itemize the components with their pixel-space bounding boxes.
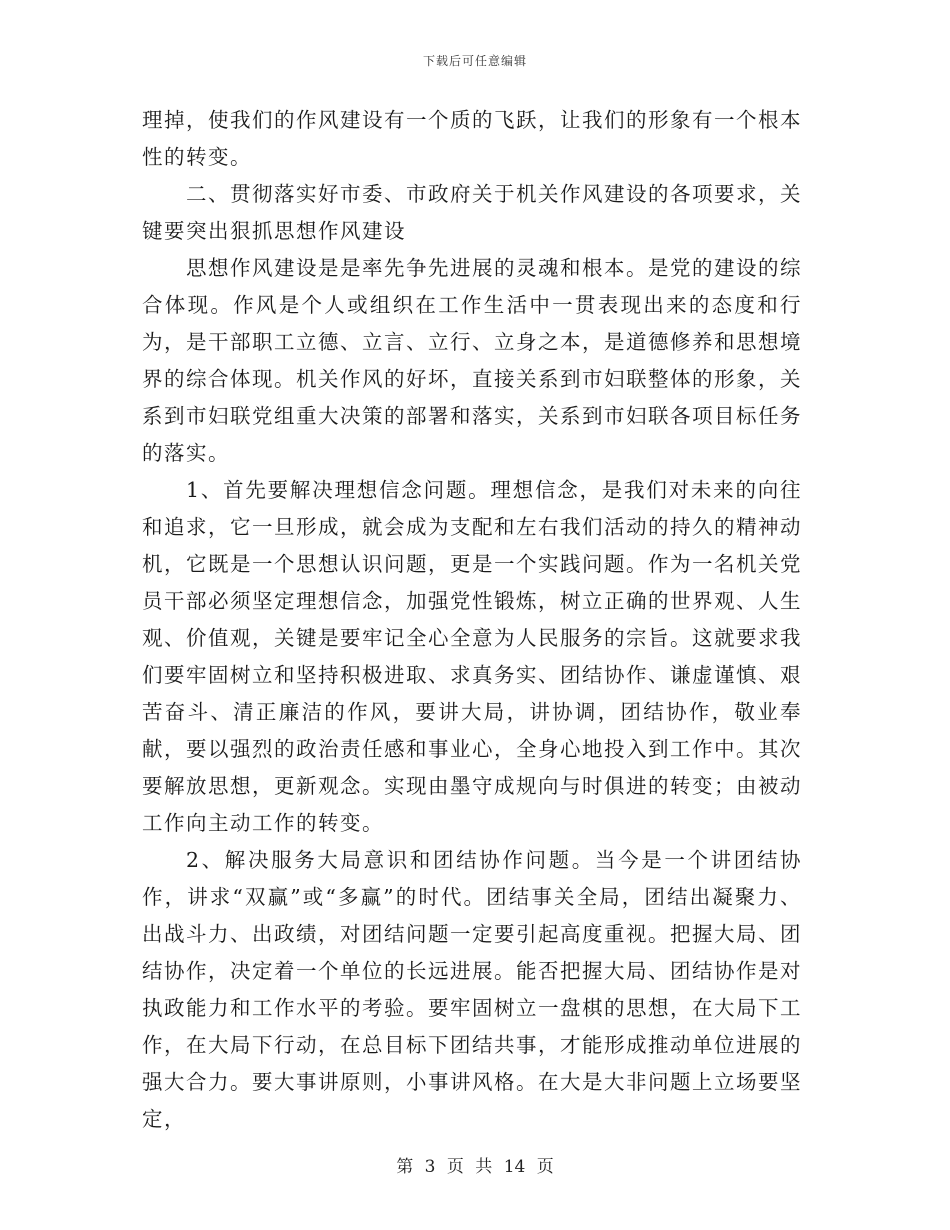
paragraph: 二、贯彻落实好市委、市政府关于机关作风建设的各项要求，关键要突出狠抓思想作风建设 bbox=[142, 182, 802, 243]
paragraph: 1、首先要解决理想信念问题。理想信念，是我们对未来的向往和追求，它一旦形成，就会成为支配和左右我们活动的持久的精神动机，它既是一个思想认识问题，更是一个实践问题。作为一名机关党员干部必须坚定理想信念，加强党性锻炼，树立正确的世界观、人生观、价值观，关键是要牢记全心全意为人民服务的宗旨。这就要求我们要牢固树立和坚持积极进取、求真务实、团结协作、谦虚谨慎、艰苦奋斗、清正廉洁的作风，要讲大局，讲协调，团结协作，敬业奉献，要以强烈的政治责任感和事业心，全身心地投入到工作中。其次要解放思想，更新观念。实现由墨守成规向与时俱进的转变；由被动工作向主动工作的转变。 bbox=[142, 478, 802, 835]
paragraph: 理掉，使我们的作风建设有一个质的飞跃，让我们的形象有一个根本性的转变。 bbox=[142, 108, 802, 169]
page-footer: 第 3 页 共 14 页 bbox=[396, 1157, 554, 1177]
page-header: 下载后可任意编辑 bbox=[422, 54, 527, 68]
paragraph: 2、解决服务大局意识和团结协作问题。当今是一个讲团结协作，讲求“双赢”或“多赢”的时代。团结事关全局，团结出凝聚力、出战斗力、出政绩，对团结问题一定要引起高度重视。把握大局、团结协作，决定着一个单位的长远进展。能否把握大局、团结协作是对执政能力和工作水平的考验。要牢固树立一盘棋的思想，在大局下工作，在大局下行动，在总目标下团结共事，才能形成推动单位进展的强大合力。要大事讲原则，小事讲风格。在大是大非问题上立场要坚定， bbox=[142, 848, 802, 1131]
document-body bbox=[142, 102, 802, 1138]
paragraph: 思想作风建设是是率先争先进展的灵魂和根本。是党的建设的综合体现。作风是个人或组织在工作生活中一贯表现出来的态度和行为，是干部职工立德、立言、立行、立身之本，是道德修养和思想境界的综合体现。机关作风的好坏，直接关系到市妇联整体的形象，关系到市妇联党组重大决策的部署和落实，关系到市妇联各项目标任务的落实。 bbox=[142, 256, 802, 465]
